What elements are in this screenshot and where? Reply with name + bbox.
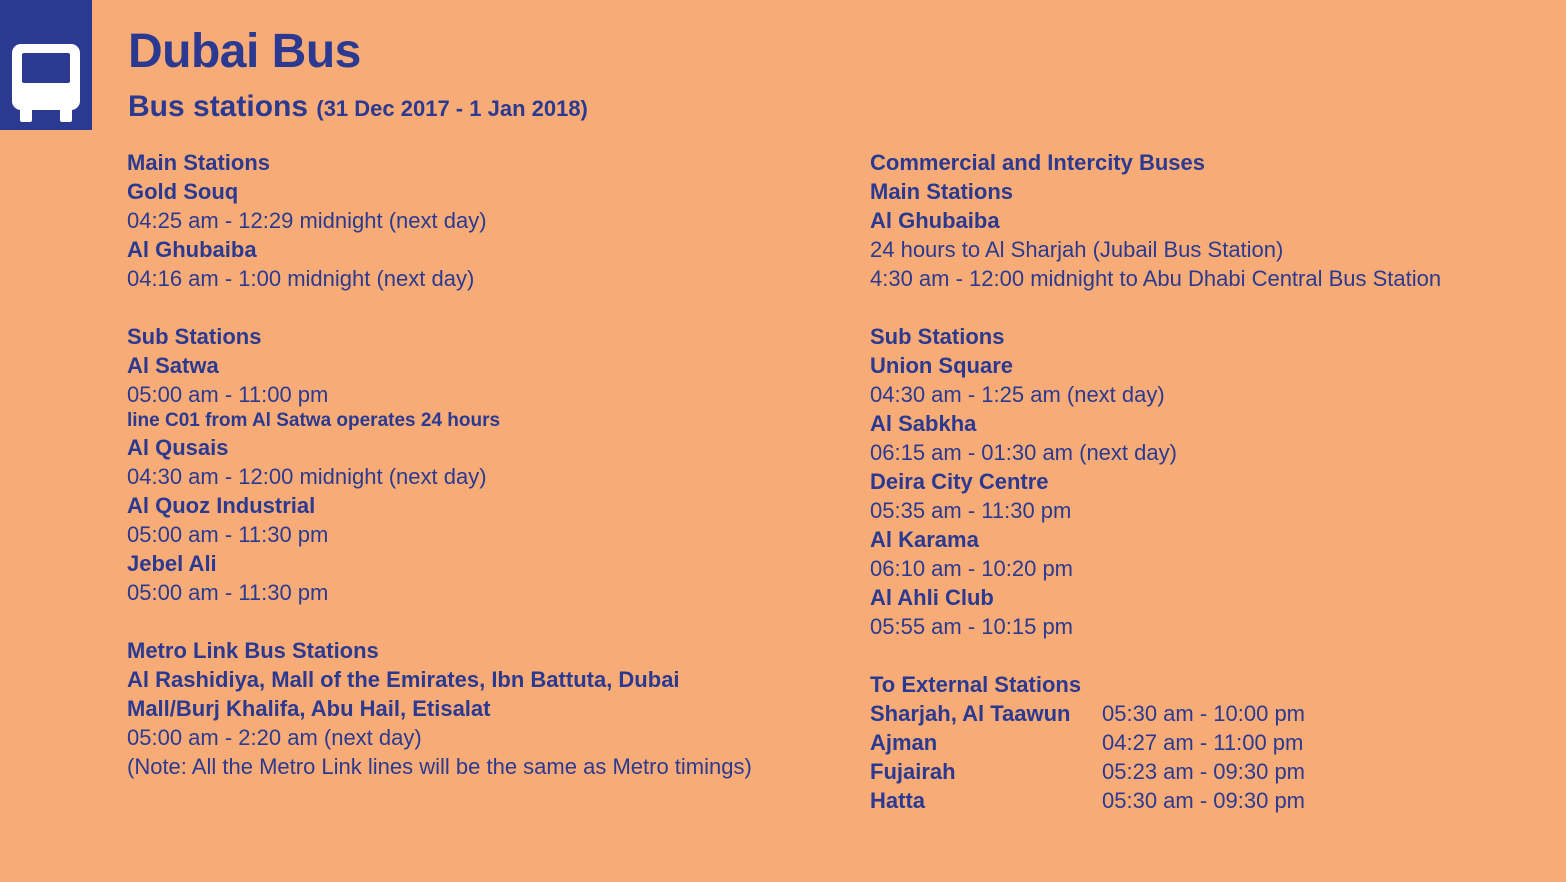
station-time: 04:25 am - 12:29 midnight (next day) [127,208,487,233]
external-name: Fujairah [870,759,956,784]
station-time: 06:10 am - 10:20 pm [870,556,1074,581]
station-name: Al Qusais [127,435,229,460]
station-name: Union Square [870,353,1014,378]
station-name: Deira City Centre [870,469,1049,494]
external-heading: To External Stations [870,672,1082,697]
external-time: 04:27 am - 11:00 pm [1102,730,1304,755]
metro-stations-line: Al Rashidiya, Mall of the Emirates, Ibn Battuta, Dubai [127,667,680,692]
commercial-main-heading: Main Stations [870,179,1014,204]
page-subtitle [128,90,588,124]
station-name: Al Quoz Industrial [127,493,316,518]
station-name: Al Karama [870,527,979,552]
subtitle-text: Bus stations [128,90,309,123]
left-column [127,148,827,781]
station-time: 06:15 am - 01:30 am (next day) [870,440,1177,465]
station-time: 04:30 am - 1:25 am (next day) [870,382,1165,407]
station-time: 05:35 am - 11:30 pm [870,498,1072,523]
commercial-time: 24 hours to Al Sharjah (Jubail Bus Station) [870,237,1284,262]
external-time: 05:30 am - 09:30 pm [1102,788,1306,813]
bus-icon [12,44,80,124]
external-name: Hatta [870,788,926,813]
main-stations-heading: Main Stations [127,150,271,175]
bus-icon-box [0,0,92,130]
station-time: 04:16 am - 1:00 midnight (next day) [127,266,475,291]
metro-note: (Note: All the Metro Link lines will be the same as Metro timings) [127,754,752,779]
right-column [870,148,1550,815]
external-time: 05:30 am - 10:00 pm [1102,701,1306,726]
external-row [870,786,1550,815]
station-time: 05:00 am - 11:30 pm [127,580,329,605]
station-name: Al Ghubaiba [870,208,1000,233]
page-title: Dubai Bus [128,25,361,78]
station-name: Al Ghubaiba [127,237,257,262]
sub-stations-heading: Sub Stations [127,324,262,349]
station-name: Jebel Ali [127,551,217,576]
date-range: (31 Dec 2017 - 1 Jan 2018) [316,96,588,121]
external-row [870,757,1550,786]
metro-link-heading: Metro Link Bus Stations [127,638,379,663]
station-time: 04:30 am - 12:00 midnight (next day) [127,464,487,489]
satwa-note: line C01 from Al Satwa operates 24 hours [127,410,501,431]
station-name: Al Satwa [127,353,219,378]
station-name: Al Sabkha [870,411,977,436]
sub-stations-heading: Sub Stations [870,324,1005,349]
metro-time: 05:00 am - 2:20 am (next day) [127,725,422,750]
external-name: Sharjah, Al Taawun [870,701,1071,726]
external-name: Ajman [870,730,938,755]
commercial-heading: Commercial and Intercity Buses [870,150,1206,175]
external-time: 05:23 am - 09:30 pm [1102,759,1306,784]
station-name: Gold Souq [127,179,239,204]
commercial-time: 4:30 am - 12:00 midnight to Abu Dhabi Central Bus Station [870,266,1442,291]
station-time: 05:00 am - 11:30 pm [127,522,329,547]
station-time: 05:55 am - 10:15 pm [870,614,1074,639]
external-row [870,699,1550,728]
station-name: Al Ahli Club [870,585,994,610]
metro-stations-line: Mall/Burj Khalifa, Abu Hail, Etisalat [127,696,491,721]
station-time: 05:00 am - 11:00 pm [127,382,329,407]
external-row [870,728,1550,757]
